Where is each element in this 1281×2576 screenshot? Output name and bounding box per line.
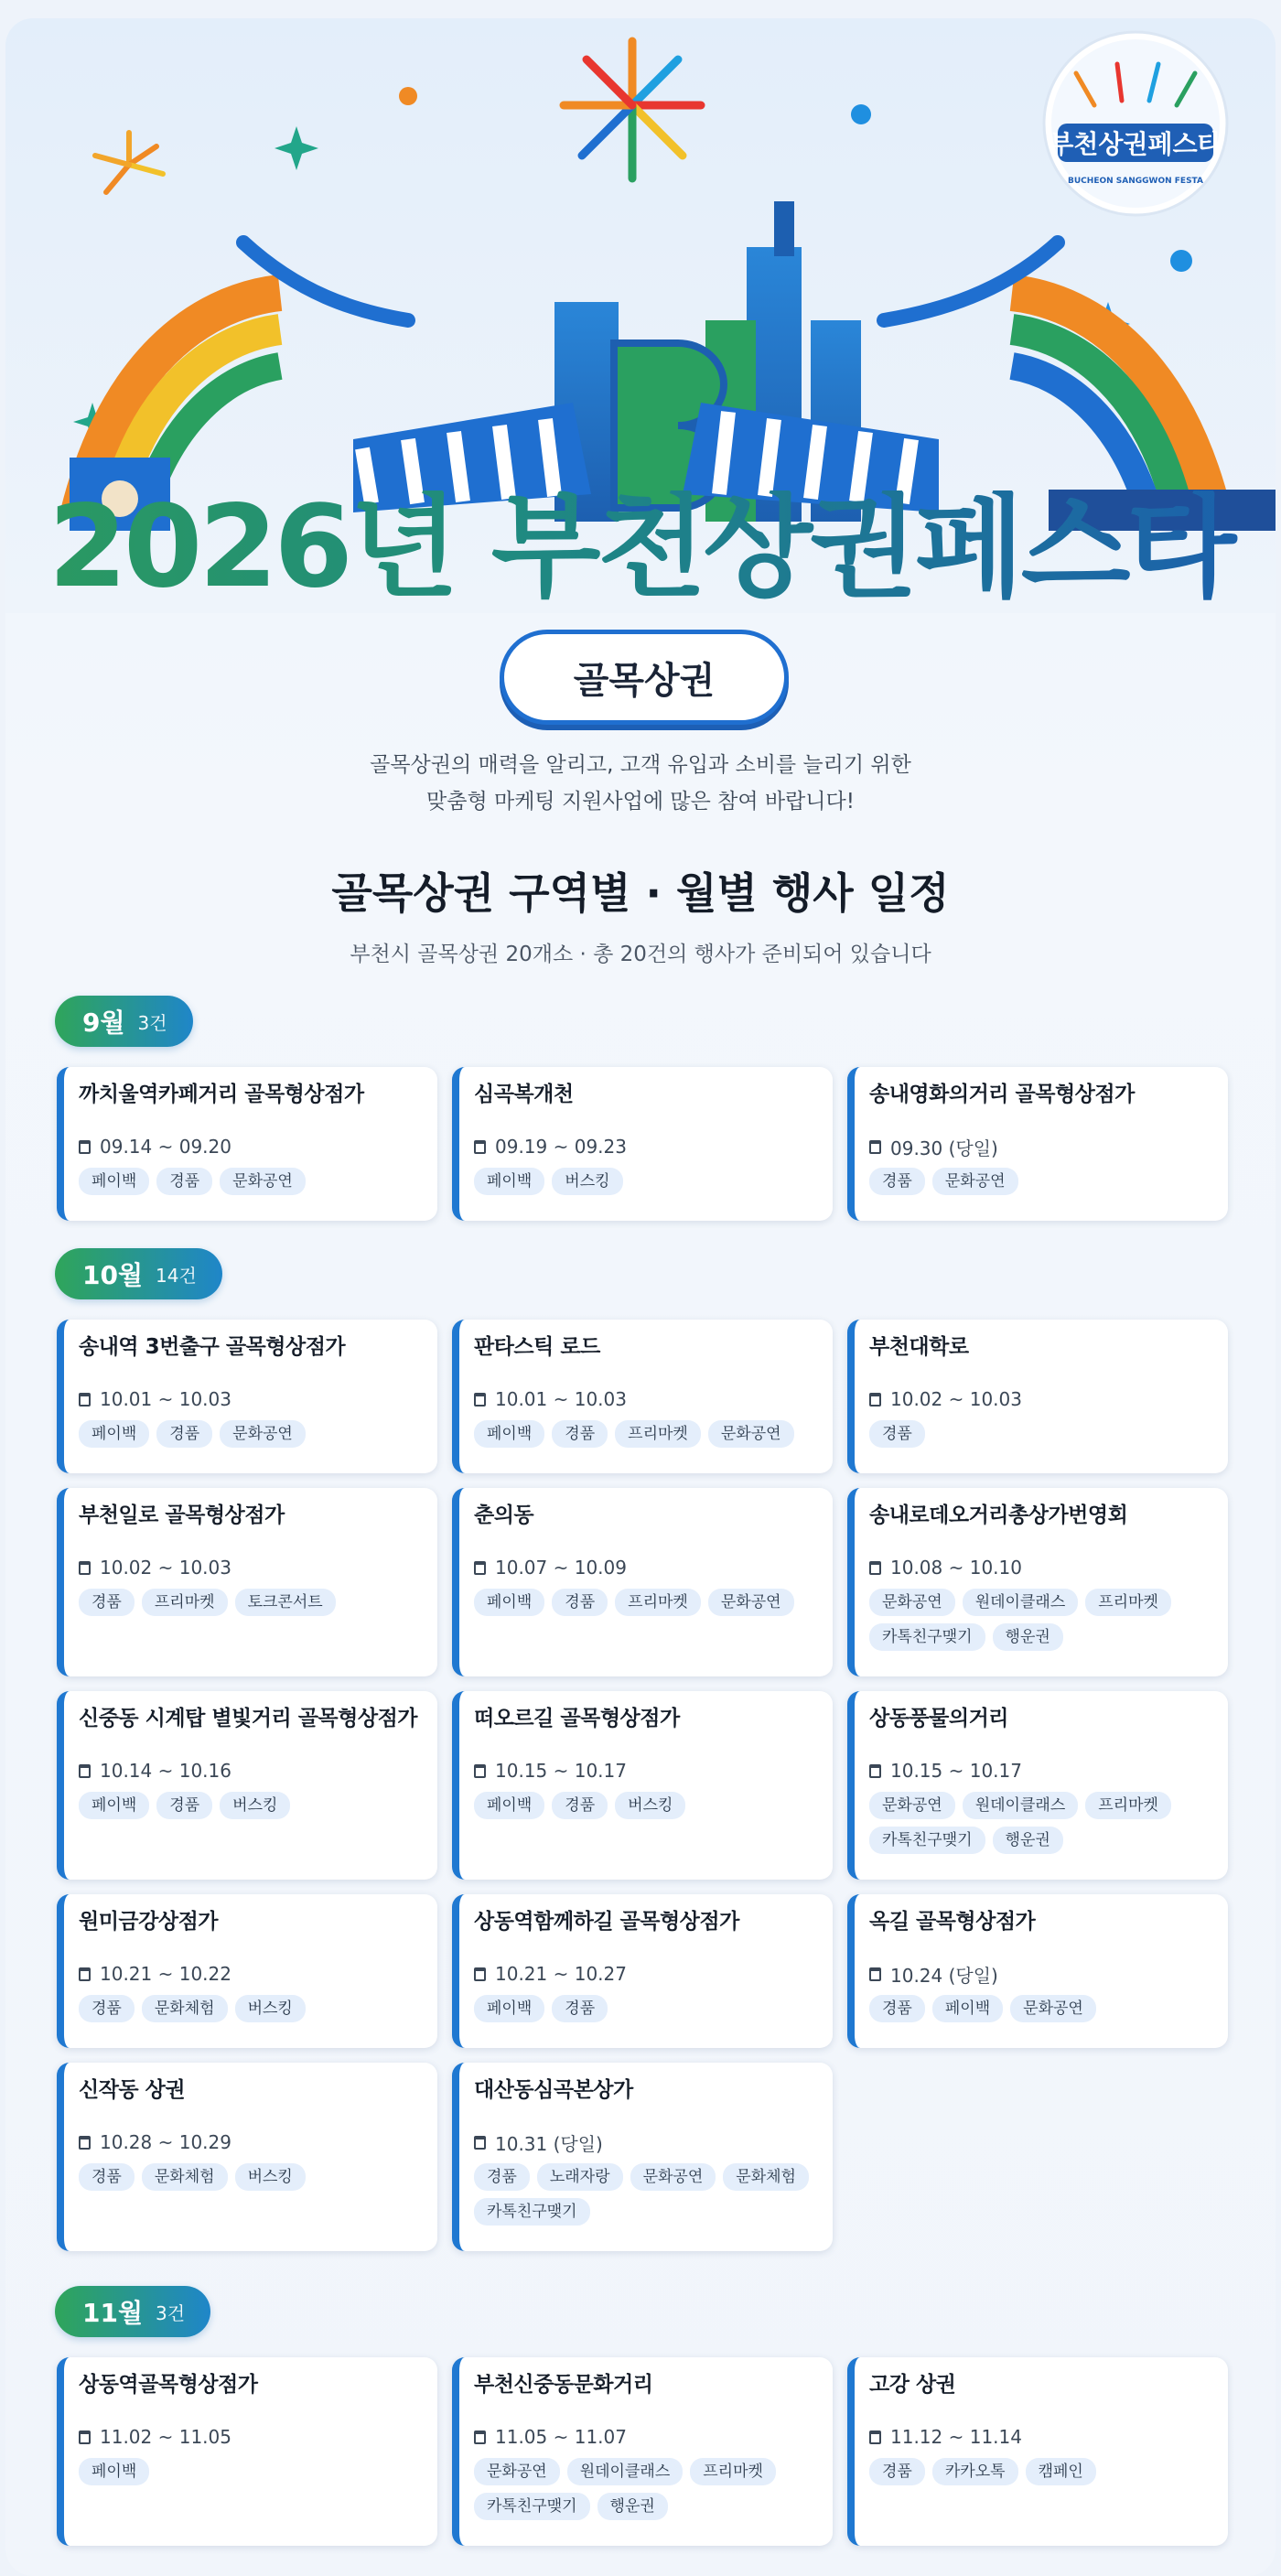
event-card[interactable] xyxy=(57,1488,437,1676)
event-date xyxy=(474,1135,818,1159)
event-date-text: 10.15 ~ 10.17 xyxy=(495,1760,627,1782)
event-date-text: 10.31 (당일) xyxy=(495,2132,603,2155)
event-card[interactable] xyxy=(847,1488,1228,1676)
event-tags xyxy=(869,1589,1213,1651)
event-tag: 문화체험 xyxy=(142,1995,228,2022)
calendar-icon xyxy=(474,1764,486,1778)
event-tag: 문화공연 xyxy=(220,1168,306,1195)
event-card[interactable] xyxy=(452,2357,833,2546)
calendar-icon xyxy=(474,2136,486,2150)
event-name: 신작동 상권 xyxy=(79,2078,186,2102)
calendar-icon xyxy=(474,2430,486,2444)
event-tags xyxy=(79,1168,423,1195)
event-date-text: 10.21 ~ 10.22 xyxy=(100,1963,231,1985)
event-tag: 문화공연 xyxy=(708,1420,794,1448)
event-card[interactable] xyxy=(847,2357,1228,2546)
event-card[interactable] xyxy=(57,2357,437,2546)
event-tags xyxy=(869,1995,1213,2022)
event-tags xyxy=(869,1168,1213,1195)
month-badge xyxy=(55,996,193,1047)
intro-line-1: 골목상권의 매력을 알리고, 고객 유입과 소비를 늘리기 위한 xyxy=(370,753,911,777)
event-card[interactable] xyxy=(452,1691,833,1880)
hero-banner xyxy=(5,18,1276,613)
event-date xyxy=(79,2425,423,2449)
event-tag: 페이백 xyxy=(474,1168,544,1195)
event-tag: 버스킹 xyxy=(615,1792,685,1819)
month-label: 9월 xyxy=(82,1008,125,1038)
event-tags xyxy=(474,1792,818,1819)
event-date xyxy=(869,1962,1213,1986)
event-date xyxy=(869,1556,1213,1579)
event-tag: 문화공연 xyxy=(932,1168,1018,1195)
intro-line-2: 맞춤형 마케팅 지원사업에 많은 참여 바랍니다! xyxy=(426,790,855,814)
event-name: 춘의동 xyxy=(474,1504,534,1527)
event-date xyxy=(869,2425,1213,2449)
event-card[interactable] xyxy=(452,1320,833,1473)
event-tag: 프리마켓 xyxy=(1085,1589,1171,1616)
festa-logo xyxy=(1044,32,1227,215)
event-tag: 카톡친구맺기 xyxy=(474,2198,590,2226)
event-tag: 경품 xyxy=(552,1589,608,1616)
event-date-text: 10.07 ~ 10.09 xyxy=(495,1557,627,1579)
event-tag: 경품 xyxy=(869,2458,925,2485)
event-name: 대산동심곡본상가 xyxy=(474,2078,633,2102)
event-tag: 페이백 xyxy=(474,1589,544,1616)
event-tag: 경품 xyxy=(79,1589,135,1616)
event-date xyxy=(474,1962,818,1986)
event-tags xyxy=(79,1589,423,1616)
event-card[interactable] xyxy=(57,1320,437,1473)
event-tag: 문화공연 xyxy=(630,2163,716,2191)
event-tag: 카톡친구맺기 xyxy=(474,2493,590,2520)
page-container xyxy=(5,18,1276,2576)
event-name: 원미금강상점가 xyxy=(79,1910,219,1934)
event-tag: 문화공연 xyxy=(220,1420,306,1448)
event-card[interactable] xyxy=(847,1691,1228,1880)
month-badge xyxy=(55,2286,210,2337)
event-name: 상동풍물의거리 xyxy=(869,1707,1009,1730)
event-tag: 경품 xyxy=(156,1168,212,1195)
event-date xyxy=(474,1387,818,1411)
event-date-text: 11.05 ~ 11.07 xyxy=(495,2426,627,2448)
event-tag: 노래자랑 xyxy=(537,2163,623,2191)
event-date xyxy=(79,1387,423,1411)
calendar-icon xyxy=(474,1140,486,1154)
calendar-icon xyxy=(79,1561,91,1575)
event-date xyxy=(79,2130,423,2154)
event-tag: 버스킹 xyxy=(235,1995,306,2022)
calendar-icon xyxy=(474,1393,486,1407)
event-card[interactable] xyxy=(57,1067,437,1221)
month-count: 3건 xyxy=(156,2301,186,2324)
event-tag: 경품 xyxy=(474,2163,530,2191)
event-date-text: 10.14 ~ 10.16 xyxy=(100,1760,231,1782)
event-card[interactable] xyxy=(847,1320,1228,1473)
event-tags xyxy=(474,1420,818,1448)
event-tag: 페이백 xyxy=(79,1420,149,1448)
calendar-icon xyxy=(869,1393,881,1407)
event-date-text: 09.30 (당일) xyxy=(890,1137,998,1159)
event-tags xyxy=(79,1420,423,1448)
calendar-icon xyxy=(869,1967,881,1981)
event-tags xyxy=(474,1168,818,1195)
event-tag: 페이백 xyxy=(932,1995,1003,2022)
month-label: 11월 xyxy=(82,2298,144,2328)
event-date xyxy=(474,2130,818,2154)
month-count: 3건 xyxy=(137,1011,167,1034)
calendar-icon xyxy=(79,1967,91,1981)
event-card[interactable] xyxy=(847,1067,1228,1221)
calendar-icon xyxy=(474,1561,486,1575)
event-tag: 경품 xyxy=(552,1420,608,1448)
event-tag: 카톡친구맺기 xyxy=(869,1827,985,1854)
event-tag: 문화공연 xyxy=(708,1589,794,1616)
event-tag: 버스킹 xyxy=(552,1168,622,1195)
calendar-icon xyxy=(869,1140,881,1154)
intro-text xyxy=(5,747,1276,820)
event-tag: 원데이클래스 xyxy=(567,2458,684,2485)
event-name: 부천신중동문화거리 xyxy=(474,2373,653,2397)
event-tag: 경품 xyxy=(156,1420,212,1448)
event-date xyxy=(79,1135,423,1159)
event-name: 송내로데오거리총상가번영회 xyxy=(869,1504,1128,1527)
event-tag: 경품 xyxy=(156,1792,212,1819)
calendar-icon xyxy=(79,1140,91,1154)
event-tag: 페이백 xyxy=(79,1792,149,1819)
event-tag: 문화공연 xyxy=(1010,1995,1096,2022)
event-tag: 행운권 xyxy=(993,1827,1063,1854)
event-date xyxy=(869,1135,1213,1159)
calendar-icon xyxy=(869,2430,881,2444)
event-name: 송내영화의거리 골목형상점가 xyxy=(869,1083,1135,1106)
event-date-text: 10.02 ~ 10.03 xyxy=(890,1388,1022,1410)
event-tag: 행운권 xyxy=(993,1623,1063,1651)
event-name: 송내역 3번출구 골목형상점가 xyxy=(79,1335,346,1359)
event-date-text: 10.24 (당일) xyxy=(890,1964,998,1987)
event-tags xyxy=(869,1792,1213,1854)
event-tag: 행운권 xyxy=(597,2493,668,2520)
event-name: 떠오르길 골목형상점가 xyxy=(474,1707,680,1730)
event-date-text: 10.01 ~ 10.03 xyxy=(495,1388,627,1410)
event-tag: 버스킹 xyxy=(220,1792,290,1819)
event-card[interactable] xyxy=(57,1691,437,1880)
event-date xyxy=(79,1556,423,1579)
event-date xyxy=(79,1759,423,1783)
event-tag: 카카오톡 xyxy=(932,2458,1018,2485)
event-tag: 원데이클래스 xyxy=(963,1792,1079,1819)
event-tag: 프리마켓 xyxy=(690,2458,776,2485)
event-tags xyxy=(79,1995,423,2022)
event-card[interactable] xyxy=(57,1894,437,2048)
svg-text:BUCHEON SANGGWON FESTA: BUCHEON SANGGWON FESTA xyxy=(1068,177,1203,186)
event-tags xyxy=(474,2163,818,2226)
event-name: 상동역골목형상점가 xyxy=(79,2373,258,2397)
calendar-icon xyxy=(474,1967,486,1981)
event-date-text: 09.19 ~ 09.23 xyxy=(495,1136,627,1158)
event-name: 판타스틱 로드 xyxy=(474,1335,600,1359)
logo-lettering: 부천상권페스타 xyxy=(1049,129,1222,159)
event-tag: 문화체험 xyxy=(142,2163,228,2191)
event-date-text: 11.12 ~ 11.14 xyxy=(890,2426,1022,2448)
event-tag: 페이백 xyxy=(79,2458,149,2485)
event-tag: 페이백 xyxy=(474,1792,544,1819)
event-tags xyxy=(79,1792,423,1819)
event-card[interactable] xyxy=(452,1067,833,1221)
event-date-text: 11.02 ~ 11.05 xyxy=(100,2426,231,2448)
event-tags xyxy=(474,1995,818,2022)
event-name: 부천일로 골목형상점가 xyxy=(79,1504,285,1527)
event-card[interactable] xyxy=(452,2063,833,2251)
event-name: 심곡복개천 xyxy=(474,1083,574,1106)
schedule-subtitle: 부천시 골목상권 20개소 · 총 20건의 행사가 준비되어 있습니다 xyxy=(350,943,931,966)
event-tag: 경품 xyxy=(869,1420,925,1448)
calendar-icon xyxy=(79,2136,91,2150)
event-tags xyxy=(869,2458,1213,2485)
calendar-icon xyxy=(869,1764,881,1778)
event-tags xyxy=(79,2163,423,2191)
category-badge: 골목상권 xyxy=(500,630,789,725)
calendar-icon xyxy=(79,2430,91,2444)
event-card[interactable] xyxy=(57,2063,437,2251)
event-name: 옥길 골목형상점가 xyxy=(869,1910,1036,1934)
event-tag: 경품 xyxy=(79,2163,135,2191)
event-tag: 페이백 xyxy=(79,1168,149,1195)
event-date-text: 10.15 ~ 10.17 xyxy=(890,1760,1022,1782)
event-tag: 토크콘서트 xyxy=(235,1589,336,1616)
event-date xyxy=(79,1962,423,1986)
event-tag: 페이백 xyxy=(474,1420,544,1448)
event-tag: 경품 xyxy=(552,1995,608,2022)
event-card[interactable] xyxy=(847,1894,1228,2048)
event-tag: 원데이클래스 xyxy=(963,1589,1079,1616)
calendar-icon xyxy=(869,1561,881,1575)
event-date xyxy=(869,1387,1213,1411)
event-tag: 캠페인 xyxy=(1026,2458,1096,2485)
event-date-text: 10.02 ~ 10.03 xyxy=(100,1557,231,1579)
event-date-text: 10.08 ~ 10.10 xyxy=(890,1557,1022,1579)
event-tag: 페이백 xyxy=(474,1995,544,2022)
event-date-text: 10.21 ~ 10.27 xyxy=(495,1963,627,1985)
event-tag: 프리마켓 xyxy=(1085,1792,1171,1819)
event-tag: 경품 xyxy=(869,1995,925,2022)
event-name: 부천대학로 xyxy=(869,1335,969,1359)
event-tag: 경품 xyxy=(869,1168,925,1195)
event-date xyxy=(474,1759,818,1783)
month-badge xyxy=(55,1248,222,1299)
calendar-icon xyxy=(79,1764,91,1778)
event-tag: 경품 xyxy=(552,1792,608,1819)
event-date xyxy=(869,1759,1213,1783)
event-name: 상동역함께하길 골목형상점가 xyxy=(474,1910,739,1934)
month-label: 10월 xyxy=(82,1260,144,1290)
event-card[interactable] xyxy=(452,1894,833,2048)
event-card[interactable] xyxy=(452,1488,833,1676)
event-name: 신중동 시계탑 별빛거리 골목형상점가 xyxy=(79,1707,418,1730)
event-tag: 문화공연 xyxy=(869,1792,955,1819)
event-date-text: 10.28 ~ 10.29 xyxy=(100,2131,231,2153)
event-tags xyxy=(474,2458,818,2520)
event-tag: 문화공연 xyxy=(474,2458,560,2485)
event-tag: 문화체험 xyxy=(723,2163,809,2191)
event-tag: 프리마켓 xyxy=(615,1589,701,1616)
event-tag: 문화공연 xyxy=(869,1589,955,1616)
month-count: 14건 xyxy=(156,1264,197,1287)
hero-title: 2026년 부천상권페스타 xyxy=(5,490,1276,604)
event-date-text: 10.01 ~ 10.03 xyxy=(100,1388,231,1410)
event-name: 까치울역카페거리 골목형상점가 xyxy=(79,1083,364,1106)
event-date xyxy=(474,1556,818,1579)
event-tag: 경품 xyxy=(79,1995,135,2022)
event-name: 고강 상권 xyxy=(869,2373,956,2397)
event-tag: 카톡친구맺기 xyxy=(869,1623,985,1651)
calendar-icon xyxy=(79,1393,91,1407)
event-tags xyxy=(79,2458,423,2485)
event-tag: 버스킹 xyxy=(235,2163,306,2191)
event-tags xyxy=(474,1589,818,1616)
schedule-title: 골목상권 구역별 · 월별 행사 일정 xyxy=(331,868,950,918)
event-tag: 프리마켓 xyxy=(615,1420,701,1448)
event-date xyxy=(474,2425,818,2449)
event-tag: 프리마켓 xyxy=(142,1589,228,1616)
event-tags xyxy=(869,1420,1213,1448)
event-date-text: 09.14 ~ 09.20 xyxy=(100,1136,231,1158)
